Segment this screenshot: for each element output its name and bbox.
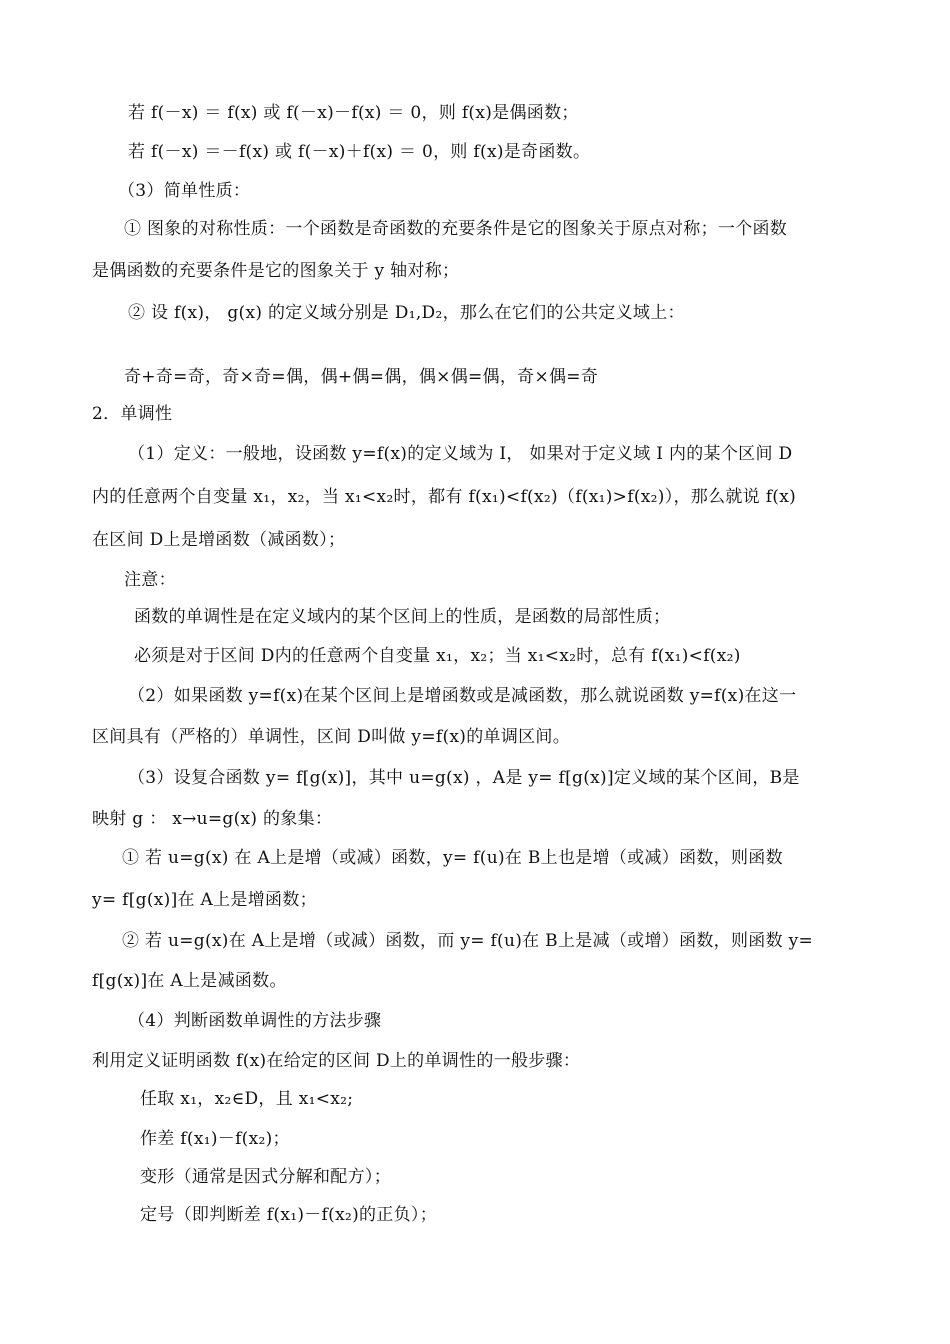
method-steps-heading: （4）判断函数单调性的方法步骤 — [128, 1011, 382, 1031]
odd-function-condition: 若 f(－x) ＝－f(x) 或 f(－x)＋f(x) ＝ 0，则 f(x)是奇函数。 — [128, 142, 591, 162]
composite-function-line-2: 映射 g ： x→u=g(x) 的象集： — [92, 809, 333, 829]
composite-rule-2-line-2: f[g(x)]在 A上是减函数。 — [92, 971, 287, 991]
composite-rule-1-line-1: ① 若 u=g(x) 在 A上是增（或减）函数，y= f(u)在 B上也是增（或减）函数，则函数 — [122, 848, 783, 868]
section-heading-monotonicity: 2．单调性 — [92, 404, 173, 424]
composite-function-line-1: （3）设复合函数 y= f[g(x)]，其中 u=g(x) ，A是 y= f[g(x)]定义域的某个区间，B是 — [128, 768, 800, 788]
symmetry-property-line-2: 是偶函数的充要条件是它的图象关于 y 轴对称； — [92, 261, 460, 281]
note-line-2: 必须是对于区间 D内的任意两个自变量 x₁，x₂；当 x₁<x₂时，总有 f(x₁)<f(x₂) — [134, 646, 741, 666]
parity-operation-rules: 奇+奇=奇，奇×奇=偶，偶+偶=偶，偶×偶=偶，奇×偶=奇 — [124, 367, 599, 387]
definition-line-3: 在区间 D上是增函数（减函数）； — [92, 530, 346, 550]
step-determine-sign: 定号（即判断差 f(x₁)－f(x₂)的正负）； — [140, 1205, 438, 1225]
definition-line-2: 内的任意两个自变量 x₁，x₂，当 x₁<x₂时，都有 f(x₁)<f(x₂)（f(x₁)>f(x₂)），那么就说 f(x) — [92, 487, 797, 507]
method-steps-intro: 利用定义证明函数 f(x)在给定的区间 D上的单调性的一般步骤： — [92, 1051, 581, 1071]
strict-monotonicity-line-2: 区间具有（严格的）单调性，区间 D叫做 y=f(x)的单调区间。 — [92, 727, 571, 747]
composite-rule-1-line-2: y= f[g(x)]在 A上是增函数； — [92, 890, 317, 910]
strict-monotonicity-line-1: （2）如果函数 y=f(x)在某个区间上是增函数或是减函数，那么就说函数 y=f(x)在这一 — [128, 686, 797, 706]
composite-rule-2-line-1: ② 若 u=g(x)在 A上是增（或减）函数，而 y= f(u)在 B上是减（或增）函数，则函数 y= — [122, 931, 814, 951]
symmetry-property-line-1: ① 图象的对称性质：一个函数是奇函数的充要条件是它的图象关于原点对称；一个函数 — [124, 219, 788, 239]
definition-line-1: （1）定义：一般地，设函数 y=f(x)的定义域为 I， 如果对于定义域 I 内的某个区间 D — [128, 444, 793, 464]
step-transform: 变形（通常是因式分解和配方）； — [140, 1167, 391, 1187]
note-line-1: 函数的单调性是在定义域内的某个区间上的性质，是函数的局部性质； — [134, 607, 671, 627]
even-function-condition: 若 f(－x) ＝ f(x) 或 f(－x)－f(x) ＝ 0，则 f(x)是偶函数； — [128, 103, 579, 123]
section-heading-simple-properties: （3）简单性质： — [118, 181, 251, 201]
note-heading: 注意： — [124, 570, 176, 590]
step-difference: 作差 f(x₁)－f(x₂)； — [140, 1129, 290, 1149]
domain-property-line: ② 设 f(x)， g(x) 的定义域分别是 D₁,D₂，那么在它们的公共定义域上： — [128, 303, 685, 323]
step-take-values: 任取 x₁，x₂∈D，且 x₁<x₂; — [140, 1089, 354, 1109]
